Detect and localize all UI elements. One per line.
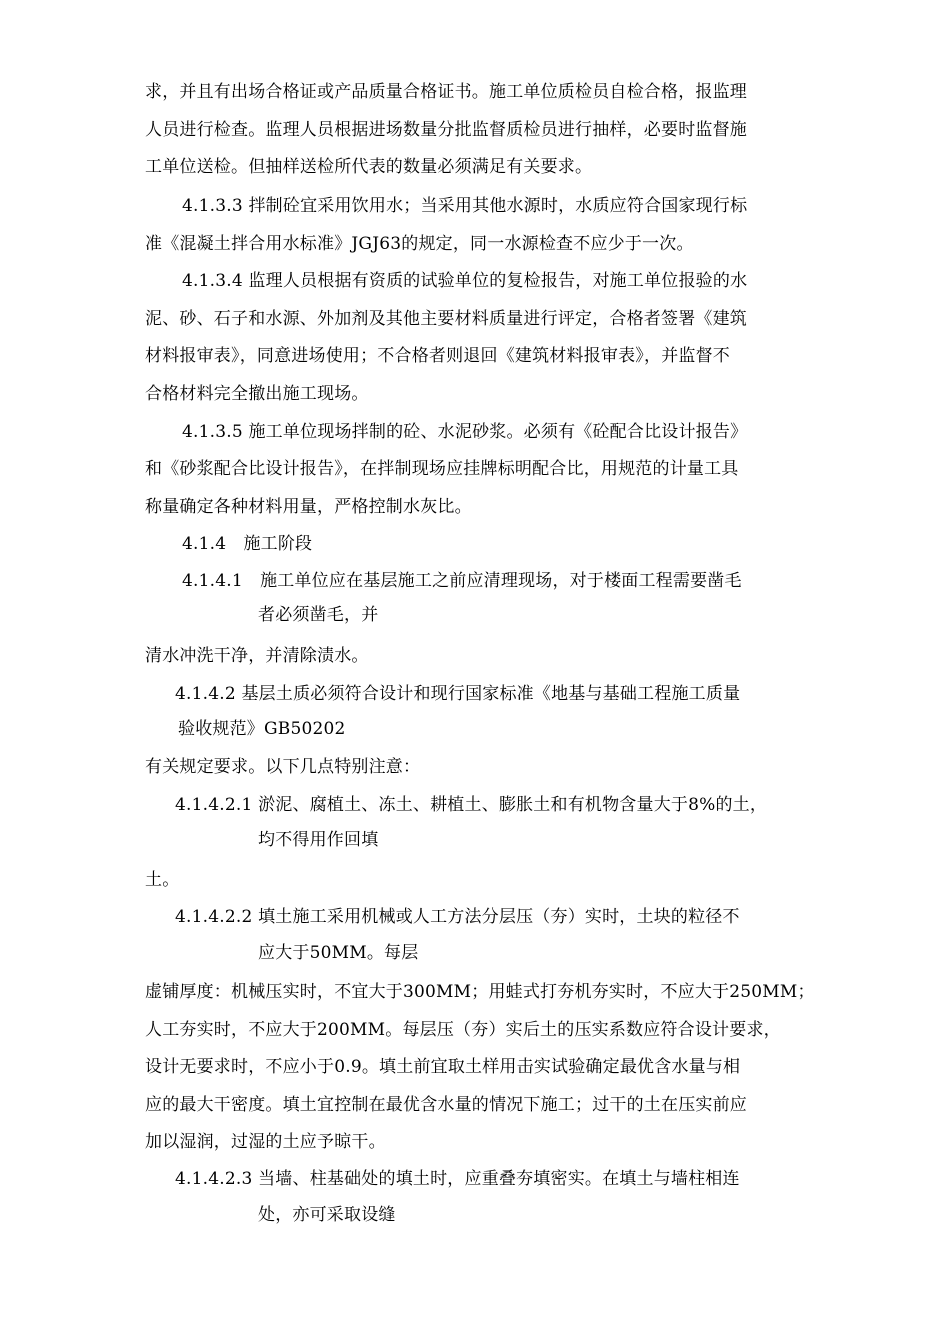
text-line: 材料报审表》，同意进场使用；不合格者则退回《建筑材料报审表》，并监督不 xyxy=(145,346,730,366)
text-line: 4.1.4.2.1 淤泥、腐植土、冻土、耕植土、膨胀土和有机物含量大于8%的土， xyxy=(175,795,768,815)
text-line: 虚铺厚度：机械压实时，不宜大于300MM；用蛙式打夯机夯实时，不应大于250MM； xyxy=(145,982,815,1002)
text-line: 和《砂浆配合比设计报告》，在拌制现场应挂牌标明配合比，用规范的计量工具 xyxy=(145,459,739,479)
text-line: 4.1.4.2.2 填土施工采用机械或人工方法分层压（夯）实时，土块的粒径不 xyxy=(175,907,740,927)
text-line: 称量确定各种材料用量，严格控制水灰比。 xyxy=(145,497,472,517)
text-line: 4.1.4.2 基层土质必须符合设计和现行国家标准《地基与基础工程施工质量 xyxy=(175,684,741,704)
text-line: 工单位送检。但抽样送检所代表的数量必须满足有关要求。 xyxy=(145,157,593,177)
text-line: 应大于50MM。每层 xyxy=(258,943,419,963)
text-line: 验收规范》GB50202 xyxy=(178,719,346,739)
text-line: 4.1.4.2.3 当墙、柱基础处的填土时，应重叠夯填密实。在填土与墙柱相连 xyxy=(175,1169,740,1189)
text-line: 准《混凝土拌合用水标准》JGJ63的规定，同一水源检查不应少于一次。 xyxy=(145,234,694,254)
text-line: 者必须凿毛，并 xyxy=(258,605,379,625)
text-line: 4.1.3.3 拌制砼宜采用饮用水；当采用其他水源时，水质应符合国家现行标 xyxy=(182,196,748,216)
text-line: 4.1.4.1 施工单位应在基层施工之前应清理现场，对于楼面工程需要凿毛 xyxy=(182,571,742,591)
text-line: 人员进行检查。监理人员根据进场数量分批监督质检员进行抽样，必要时监督施 xyxy=(145,120,747,140)
text-line: 求，并且有出场合格证或产品质量合格证书。施工单位质检员自检合格，报监理 xyxy=(145,82,747,102)
text-line: 泥、砂、石子和水源、外加剂及其他主要材料质量进行评定，合格者签署《建筑 xyxy=(145,309,747,329)
text-line: 应的最大干密度。填土宜控制在最优含水量的情况下施工；过干的土在压实前应 xyxy=(145,1095,747,1115)
text-line: 有关规定要求。以下几点特别注意： xyxy=(145,757,421,777)
text-line: 清水冲洗干净，并清除渍水。 xyxy=(145,646,369,666)
text-line: 均不得用作回填 xyxy=(258,830,379,850)
text-line: 加以湿润，过湿的土应予晾干。 xyxy=(145,1132,386,1152)
text-line: 4.1.3.5 施工单位现场拌制的砼、水泥砂浆。必须有《砼配合比设计报告》 xyxy=(182,422,748,442)
text-line: 4.1.3.4 监理人员根据有资质的试验单位的复检报告，对施工单位报验的水 xyxy=(182,271,748,291)
section-heading: 4.1.4 施工阶段 xyxy=(182,534,313,554)
text-line: 土。 xyxy=(145,870,180,890)
text-line: 人工夯实时，不应大于200MM。每层压（夯）实后土的压实系数应符合设计要求， xyxy=(145,1020,781,1040)
text-line: 合格材料完全撤出施工现场。 xyxy=(145,384,369,404)
text-line: 设计无要求时，不应小于0.9。填土前宜取土样用击实试验确定最优含水量与相 xyxy=(145,1057,741,1077)
text-line: 处，亦可采取设缝 xyxy=(258,1205,396,1225)
